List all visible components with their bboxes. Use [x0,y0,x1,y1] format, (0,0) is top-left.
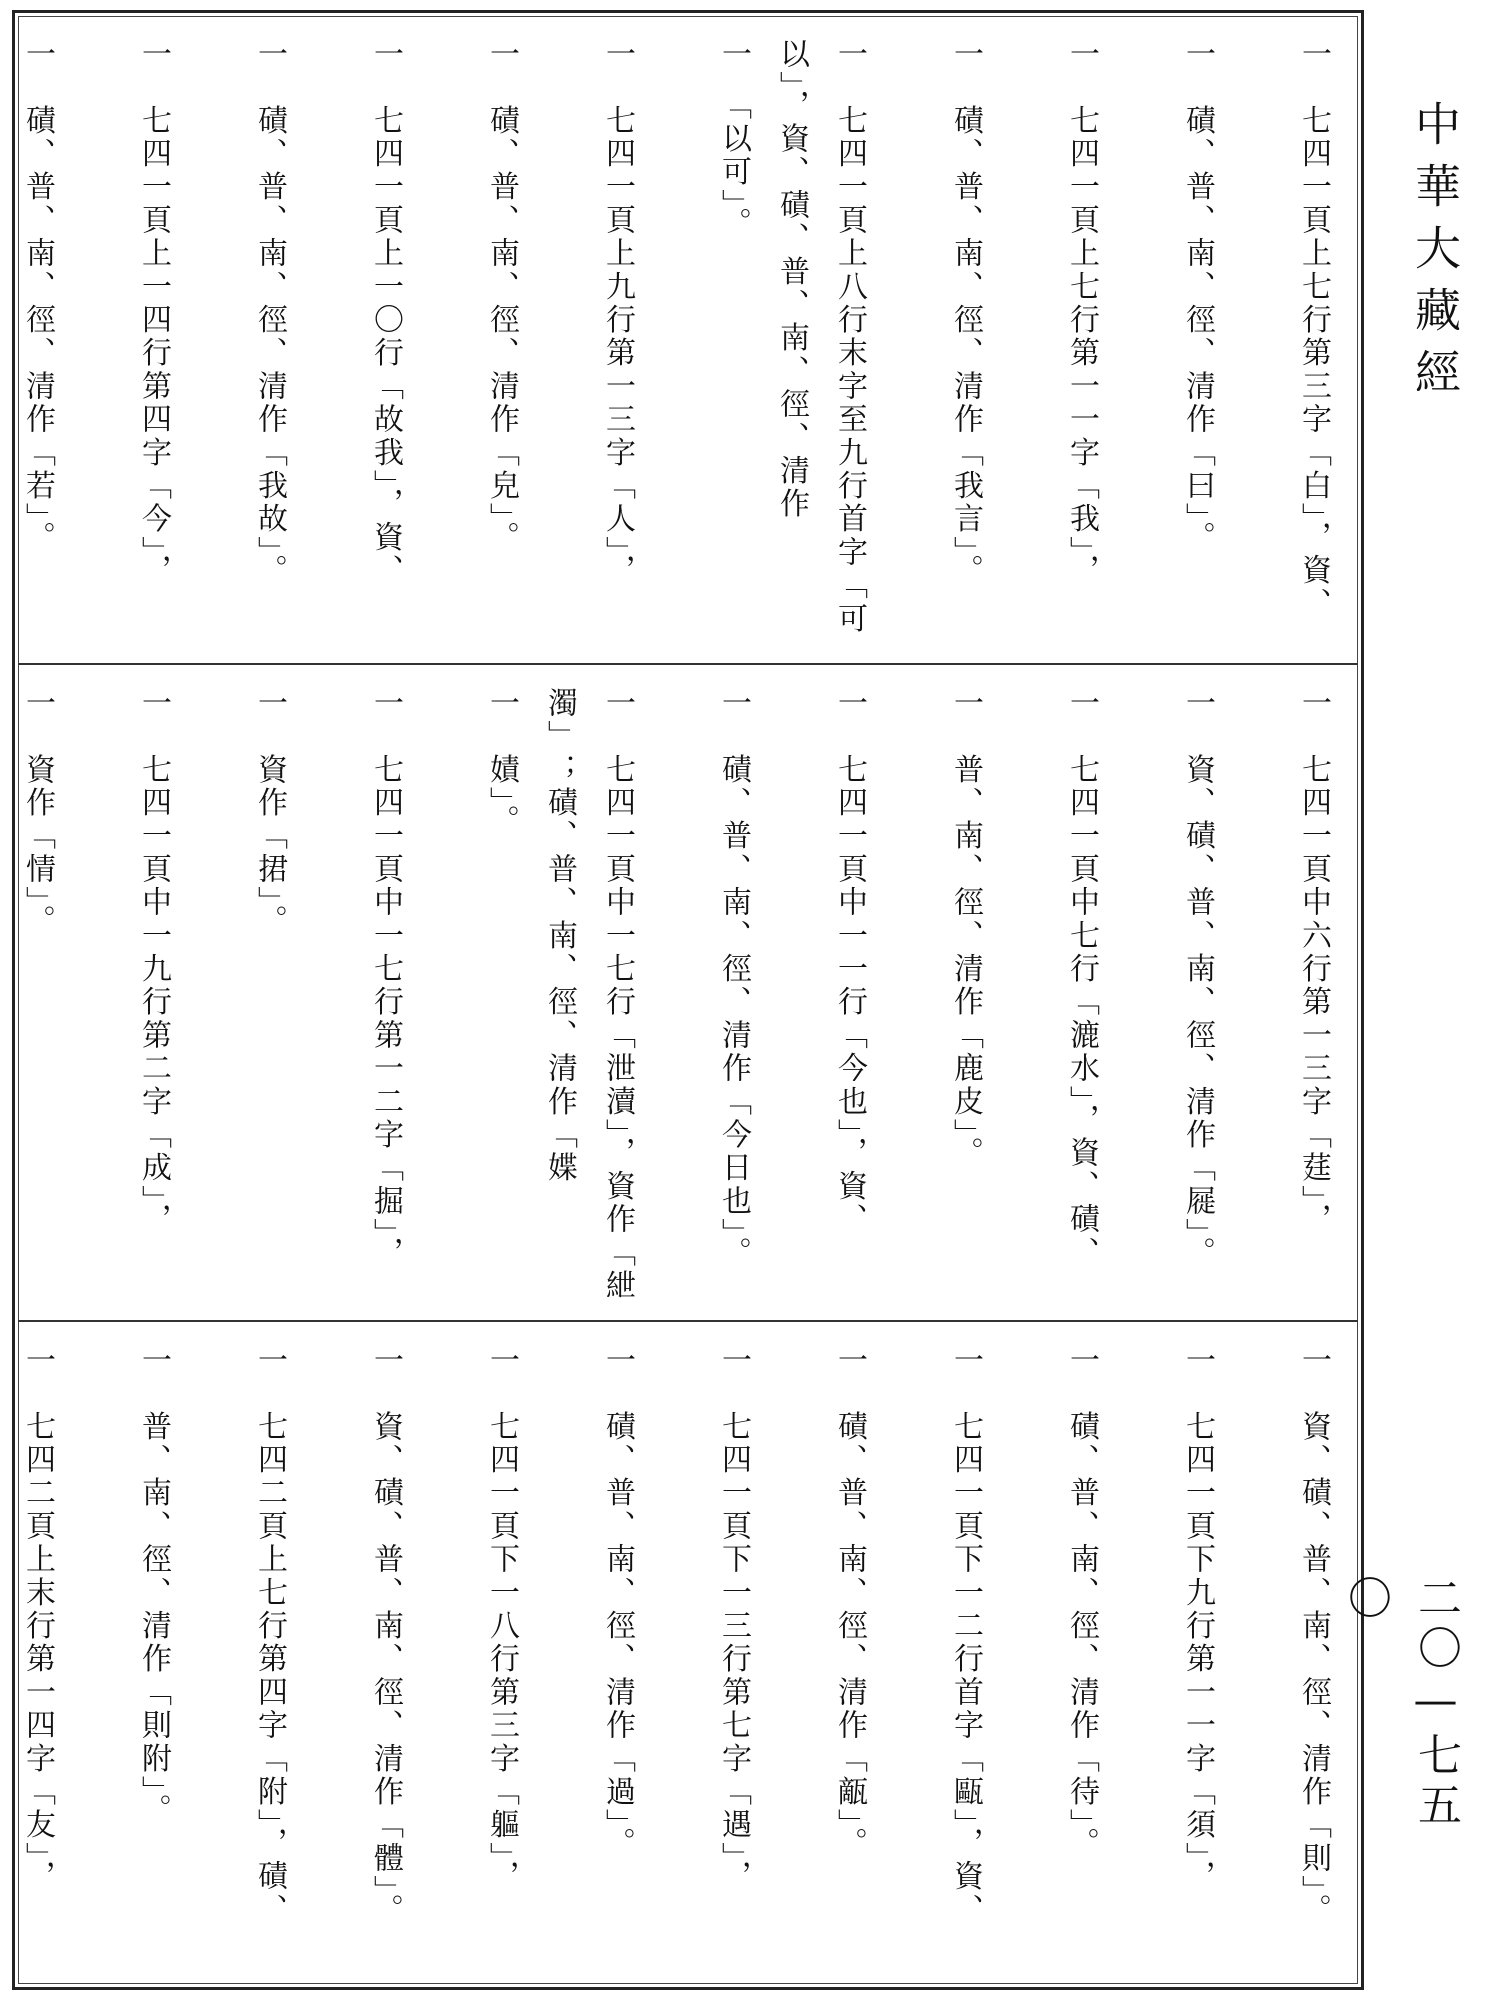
text-column: 一 七四二頁上七行第四字「附」，磧、 [252,1344,287,1927]
book-title: 中華大藏經 [1408,100,1462,410]
text-column: 一 七四一頁中六行第一三字「莛」， [1296,687,1331,1237]
text-column: 一 七四一頁上一四行第四字「今」， [136,38,171,588]
text-band-top [18,16,1358,663]
text-column: 一 磧、普、南、徑、清作「皃」。 [484,38,519,555]
text-column: 一 七四一頁上九行第一三字「人」， [600,38,635,588]
text-column: 一 七四二頁上末行第一四字「友」， [20,1344,55,1894]
text-column: 一 七四一頁上七行第一一字「我」， [1064,38,1099,588]
text-column: 一 七四一頁下九行第一一字「須」， [1180,1344,1215,1894]
columns [20,687,1342,1310]
text-column: 一 普、南、徑、清作「鹿皮」。 [948,687,983,1170]
text-column: 一 七四一頁中一一行「今也」，資、 [832,687,867,1237]
text-column: 一 七四一頁下一八行第三字「軀」， [484,1344,519,1894]
text-column: 一 七四一頁上七行第三字「白」，資、 [1296,38,1331,621]
columns [20,38,1342,653]
text-column: 一 七四一頁上八行末字至九行首字「可以」，資、磧、普、南、徑、清作 [774,38,867,636]
columns [20,1344,1342,1974]
text-column: 一 七四一頁中七行「漉水」，資、磧、 [1064,687,1099,1270]
text-column: 一 「以可」。 [716,38,751,241]
text-column: 一 資作「情」。 [20,687,55,938]
text-column: 一 磧、普、南、徑、清作「若」。 [20,38,55,555]
text-column: 一 磧、普、南、徑、清作「我故」。 [252,38,287,588]
text-column: 一 資、磧、普、南、徑、清作「屣」。 [1180,687,1215,1270]
text-column: 一 七四一頁下一二行首字「甌」，資、 [948,1344,983,1927]
text-column: 一 七四一頁中一九行第二字「成」， [136,687,171,1237]
text-column: 一 資作「捃」。 [252,687,287,938]
text-column: 一 七四一頁中一七行第一二字「掘」， [368,687,403,1270]
text-band-middle [18,663,1358,1320]
text-column: 一 資、磧、普、南、徑、清作「體」。 [368,1344,403,1927]
page-number: 二〇—七五〇 [1340,1575,1461,1832]
text-column: 一 磧、普、南、徑、清作「甋」。 [832,1344,867,1861]
text-column: 一 磧、普、南、徑、清作「過」。 [600,1344,635,1861]
text-column: 一 磧、普、南、徑、清作「曰」。 [1180,38,1215,555]
text-column: 一 七四一頁下一三行第七字「遇」， [716,1344,751,1894]
text-column: 一 磧、普、南、徑、清作「今日也」。 [716,687,751,1270]
text-column: 一 七四一頁上一〇行「故我」，資、 [368,38,403,588]
text-column: 一 資、磧、普、南、徑、清作「則」。 [1296,1344,1331,1927]
text-column: 一 磧、普、南、徑、清作「待」。 [1064,1344,1099,1861]
text-column: 一 七四一頁中一七行「泄瀆」，資作「紲濁」；磧、普、南、徑、清作「媟 [542,687,635,1303]
text-column: 一 普、南、徑、清作「則附」。 [136,1344,171,1827]
text-column: 一 磧、普、南、徑、清作「我言」。 [948,38,983,588]
text-column: 一 嫧」。 [484,687,519,838]
text-band-bottom [18,1320,1358,1984]
